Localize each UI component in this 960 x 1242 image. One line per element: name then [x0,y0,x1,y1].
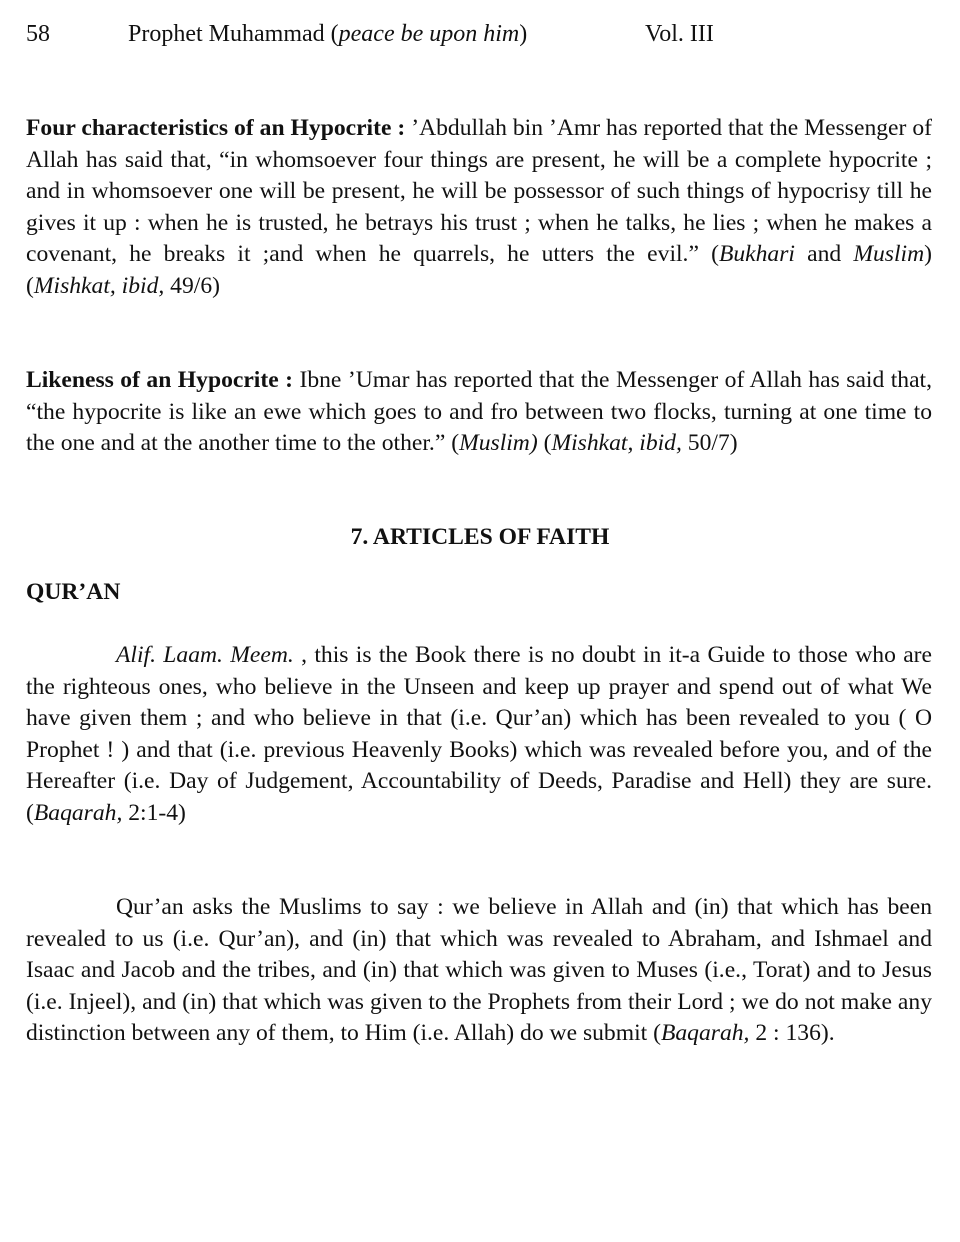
paragraph-text: Qur’an asks the Muslims to say : we believe in Allah and (in) that which has been revealed to us (i.e. Qur’an), and (in) that which was revealed to Abraham, and Ishmael and Isaac and Jacob and the tribes, and (in) that which was given to Muses (i.e., Torat) and to Jesus (i.e. Injeel), and (in) that which was given to the Prophets from their Lord ; we do not make any distinction between any of them, to Him (i.e. Allah) do we submit ( [26,894,932,1046]
citation: Muslim) [459,430,538,456]
volume-label: Vol. III [645,21,714,47]
paragraph-text: Ibne ’Umar has reported that the Messenger of Allah has said that, “the hypocrite is like an ewe which goes to and fro between two flocks, turning at one time to the one and at the another time to the other.” ( [26,367,933,456]
running-title-italic: peace be upon him [338,21,520,47]
text: 2 : 136). [749,1020,835,1046]
running-title-close: ) [519,21,528,47]
running-title [128,18,527,50]
paragraph-heading: Likeness of an Hypocrite : [26,367,294,393]
paragraph-quran-verse [26,640,932,829]
text: 49/6) [164,272,220,299]
italic-text: Alif. Laam. Meem. [116,642,294,668]
text: 50/7) [681,430,738,456]
running-title-text: Prophet Muhammad ( [128,21,339,47]
paragraph-quran-belief [26,892,932,1050]
subheading: QUR’AN [26,579,121,605]
citation: Baqarah, [660,1020,750,1046]
text: 2:1-4) [122,799,186,826]
paragraph-text: ’Abdullah bin ’Amr has reported that the Messenger of Allah has said that, “in whomsoever four things are present, he will be a complete hypocrite ; and in whomsoever one will be present, he will be possessor of such things of hypocrisy till he gives it up : when he is trusted, he betrays his trust ; when he talks, he lies ; when he makes a covenant, he breaks it ;and when he quarrels, he utters the evil.” ( [26,115,932,267]
paragraph-hypocrite-characteristics [26,113,932,302]
paragraph-hypocrite-likeness [26,365,932,460]
citation: Muslim [853,241,925,267]
citation: Mishkat, ibid, [33,272,165,299]
text: and [794,241,854,267]
citation: Baqarah, [33,799,123,826]
text: ) ( [26,241,932,299]
section-heading [0,522,960,553]
text: ( [537,430,552,456]
paragraph-heading: Four characteristics of an Hypocrite : [26,115,406,141]
citation: Mishkat, ibid, [551,430,682,456]
paragraph-text: , this is the Book there is no doubt in it-a Guide to those who are the righteous ones, who believe in the Unseen and keep up prayer and spend out of what We have given them ; and who believe in that (i.e. Qur’an) which has been revealed to you ( O Prophet ! ) and that (i.e. previous Heavenly Books) which was revealed before you, and of the Hereafter (i.e. Day of Judgement, Accountability of Deeds, Paradise and Hell) they are sure. ( [26,642,932,826]
section-heading-text: 7. ARTICLES OF FAITH [350,524,610,550]
citation: Bukhari [718,241,795,267]
page-number: 58 [26,21,50,47]
